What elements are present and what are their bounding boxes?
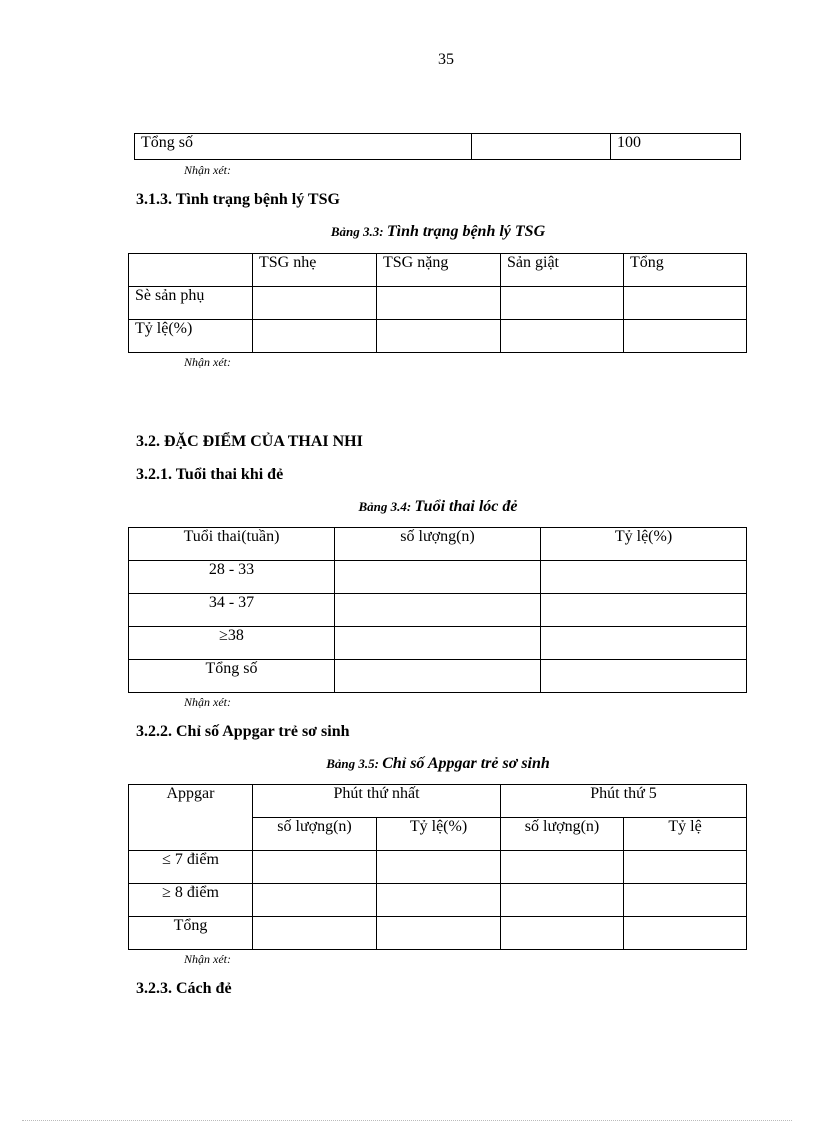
section-heading: 3.2.3. Cách đẻ — [136, 980, 232, 997]
table-cell — [253, 320, 377, 353]
table-cell — [541, 594, 747, 627]
table-header-cell: Phút thứ 5 — [501, 785, 747, 818]
note-label: Nhận xét: — [184, 163, 231, 177]
table-cell: Tỷ lệ(%) — [129, 320, 253, 353]
table-header-cell: số lượng(n) — [335, 528, 541, 561]
table-cell — [377, 917, 501, 950]
section-heading: 3.2.1. Tuổi thai khi đẻ — [136, 466, 284, 483]
table-row — [129, 561, 747, 594]
table-cell — [624, 884, 747, 917]
table-header-cell: Phút thứ nhất — [253, 785, 501, 818]
table-cell — [501, 851, 624, 884]
total-row-table — [134, 133, 741, 160]
table-caption — [0, 223, 816, 241]
table-cell: 100 — [611, 134, 741, 160]
table-cell — [335, 561, 541, 594]
table-cell: Sè sản phụ — [129, 287, 253, 320]
table-cell — [335, 594, 541, 627]
table-header-cell: số lượng(n) — [501, 818, 624, 851]
table-cell — [541, 627, 747, 660]
caption-title: Chỉ số Appgar trẻ sơ sinh — [382, 755, 550, 772]
table-row — [129, 917, 747, 950]
table-cell — [377, 851, 501, 884]
table-row — [129, 627, 747, 660]
table-header-cell: Tỷ lệ(%) — [541, 528, 747, 561]
table-header-row — [129, 254, 747, 287]
table-cell — [501, 917, 624, 950]
table-row — [129, 660, 747, 693]
caption-prefix: Bảng 3.3: — [330, 224, 384, 239]
table-cell: Tổng số — [135, 134, 472, 160]
page-bottom-rule — [22, 1120, 792, 1121]
table-cell: ≥38 — [129, 627, 335, 660]
table-row — [129, 884, 747, 917]
table-header-cell: TSG nặng — [377, 254, 501, 287]
table-row — [129, 851, 747, 884]
table-3-5 — [128, 784, 747, 950]
table-header-cell: Tuổi thai(tuần) — [129, 528, 335, 561]
table-cell — [624, 851, 747, 884]
table-row — [129, 594, 747, 627]
table-cell: 28 - 33 — [129, 561, 335, 594]
note-label: Nhận xét: — [184, 695, 231, 709]
table-header-cell: Sản giật — [501, 254, 624, 287]
table-cell — [253, 287, 377, 320]
table-cell — [541, 561, 747, 594]
page-number: 35 — [438, 51, 454, 68]
table-cell — [624, 917, 747, 950]
section-heading: 3.2.2. Chỉ số Appgar trẻ sơ sinh — [136, 723, 350, 740]
section-heading: 3.2. ĐẶC ĐIỂM CỦA THAI NHI — [136, 433, 363, 450]
table-header-cell: Tổng — [624, 254, 747, 287]
caption-title: Tình trạng bệnh lý TSG — [386, 223, 546, 240]
table-cell — [624, 287, 747, 320]
note-label: Nhận xét: — [184, 952, 231, 966]
caption-prefix: Bảng 3.4: — [358, 499, 412, 514]
note-label: Nhận xét: — [184, 355, 231, 369]
table-cell — [541, 660, 747, 693]
table-cell — [335, 627, 541, 660]
table-cell — [501, 884, 624, 917]
table-cell — [253, 851, 377, 884]
table-cell — [472, 134, 611, 160]
table-header-cell — [129, 254, 253, 287]
table-cell: ≤ 7 điểm — [129, 851, 253, 884]
table-cell — [624, 320, 747, 353]
table-caption — [0, 755, 816, 773]
table-caption — [0, 498, 816, 516]
table-cell — [253, 917, 377, 950]
table-3-4 — [128, 527, 747, 693]
table-cell — [377, 884, 501, 917]
section-heading: 3.1.3. Tình trạng bệnh lý TSG — [136, 191, 340, 208]
table-header-cell: TSG nhẹ — [253, 254, 377, 287]
table-cell: Tổng số — [129, 660, 335, 693]
table-header-cell: Tỷ lệ — [624, 818, 747, 851]
table-cell: 34 - 37 — [129, 594, 335, 627]
caption-prefix: Bảng 3.5: — [326, 756, 379, 771]
table-3-3 — [128, 253, 747, 353]
table-cell: Tổng — [129, 917, 253, 950]
table-cell: ≥ 8 điểm — [129, 884, 253, 917]
table-header-row — [129, 528, 747, 561]
table-row — [129, 287, 747, 320]
table-cell — [501, 287, 624, 320]
table-cell — [377, 320, 501, 353]
table-header-cell: Appgar — [129, 785, 253, 851]
table-header-cell: số lượng(n) — [253, 818, 377, 851]
table-header-row — [129, 785, 747, 818]
table-header-cell: Tỷ lệ(%) — [377, 818, 501, 851]
table-row — [135, 134, 741, 160]
table-cell — [377, 287, 501, 320]
table-row — [129, 320, 747, 353]
table-cell — [501, 320, 624, 353]
table-cell — [335, 660, 541, 693]
table-cell — [253, 884, 377, 917]
caption-title: Tuổi thai lóc đẻ — [414, 498, 518, 515]
